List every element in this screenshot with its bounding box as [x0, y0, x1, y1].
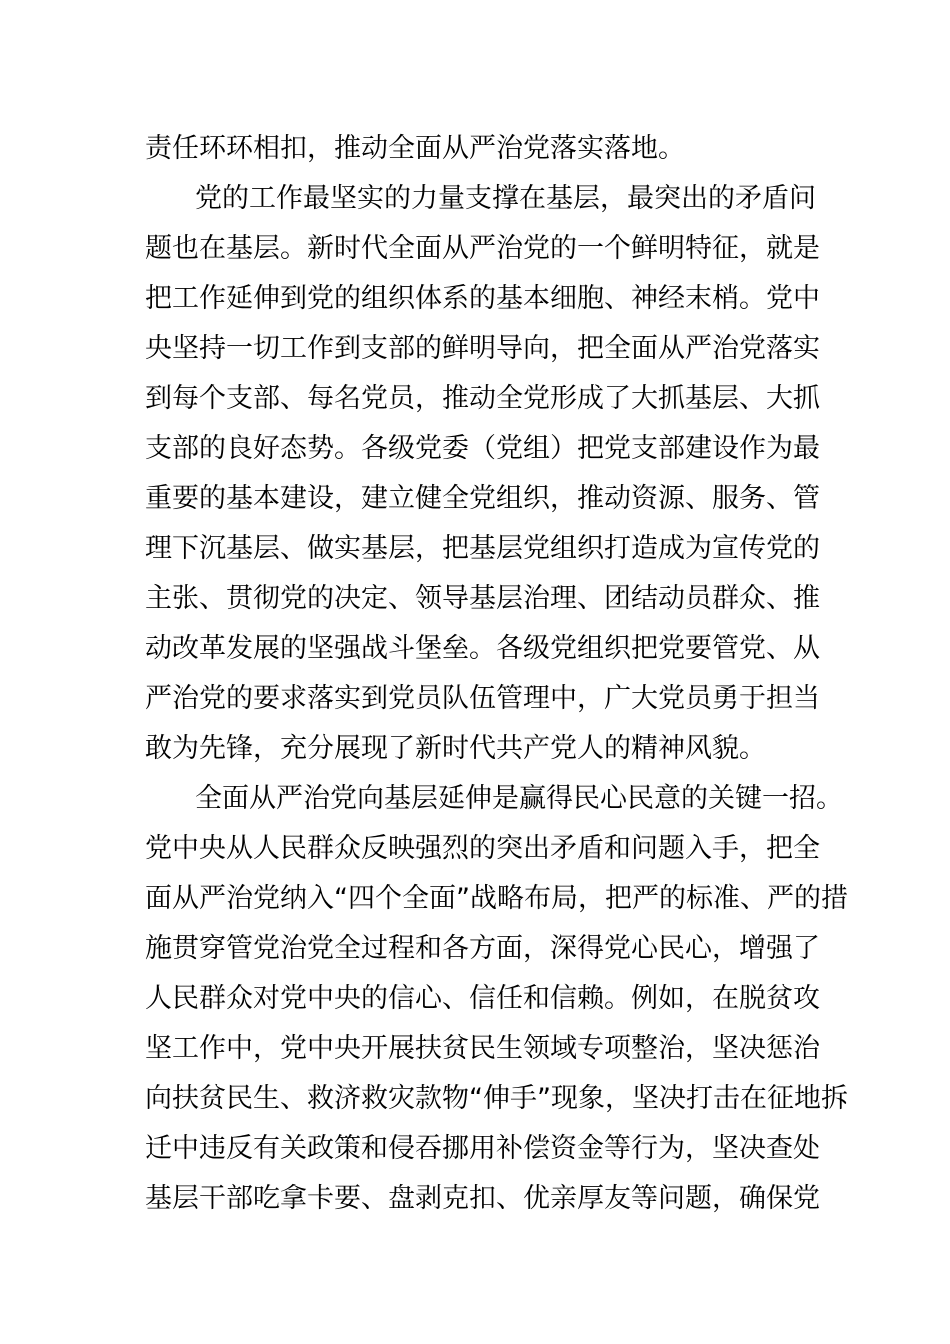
paragraph-start-line: 全面从严治党向基层延伸是赢得民心民意的关键一招。: [195, 783, 843, 814]
text-line: 坚工作中，党中央开展扶贫民生领域专项整治，坚决惩治: [145, 1033, 820, 1064]
text-line: 把工作延伸到党的组织体系的基本细胞、神经末梢。党中: [145, 283, 820, 314]
text-line: 支部的良好态势。各级党委（党组）把党支部建设作为最: [145, 433, 820, 464]
text-line: 敢为先锋，充分展现了新时代共产党人的精神风貌。: [145, 733, 766, 764]
text-line: 基层干部吃拿卡要、盘剥克扣、优亲厚友等问题，确保党: [145, 1183, 820, 1214]
text-line: 动改革发展的坚强战斗堡垒。各级党组织把党要管党、从: [145, 633, 820, 664]
text-line: 向扶贫民生、救济救灾款物“伸手”现象，坚决打击在征地拆: [145, 1083, 848, 1114]
paragraph-start-line: 党的工作最坚实的力量支撑在基层，最突出的矛盾问: [195, 183, 816, 214]
text-line: 题也在基层。新时代全面从严治党的一个鲜明特征，就是: [145, 233, 820, 264]
text-line: 施贯穿管党治党全过程和各方面，深得党心民心，增强了: [145, 933, 820, 964]
text-line: 党中央从人民群众反映强烈的突出矛盾和问题入手，把全: [145, 833, 820, 864]
text-line: 人民群众对党中央的信心、信任和信赖。例如，在脱贫攻: [145, 983, 820, 1014]
text-line: 重要的基本建设，建立健全党组织，推动资源、服务、管: [145, 483, 820, 514]
text-line: 央坚持一切工作到支部的鲜明导向，把全面从严治党落实: [145, 333, 820, 364]
text-line: 责任环环相扣，推动全面从严治党落实落地。: [145, 133, 685, 164]
text-line: 到每个支部、每名党员，推动全党形成了大抓基层、大抓: [145, 383, 820, 414]
text-line: 主张、贯彻党的决定、领导基层治理、团结动员群众、推: [145, 583, 820, 614]
text-line: 严治党的要求落实到党员队伍管理中，广大党员勇于担当: [145, 683, 820, 714]
text-line: 理下沉基层、做实基层，把基层党组织打造成为宣传党的: [145, 533, 820, 564]
text-line: 迁中违反有关政策和侵吞挪用补偿资金等行为，坚决查处: [145, 1133, 820, 1164]
text-line: 面从严治党纳入“四个全面”战略布局，把严的标准、严的措: [145, 883, 848, 914]
